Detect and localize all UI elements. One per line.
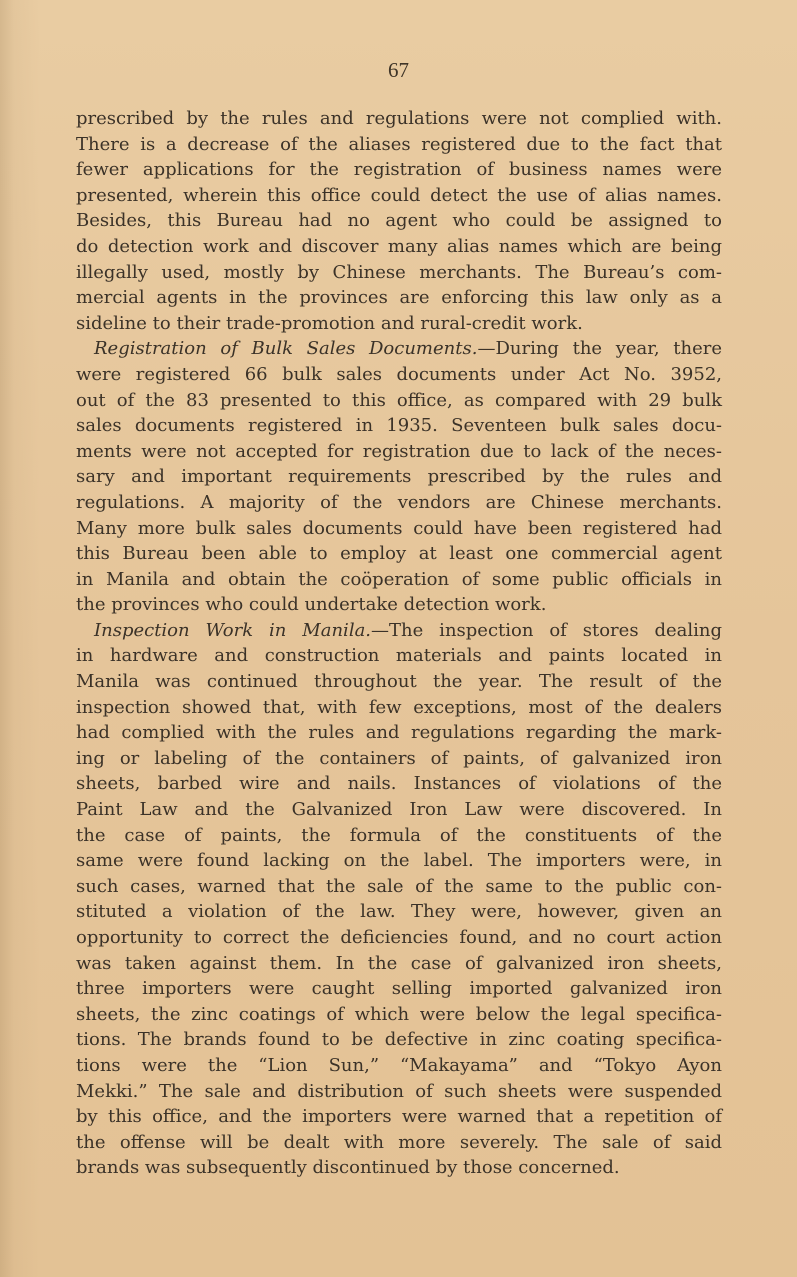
line-text: sales documents registered in 1935. Seventeen bulk sales docu- bbox=[76, 415, 722, 437]
text-line bbox=[76, 618, 722, 644]
text-line bbox=[76, 1027, 722, 1053]
line-text: were registered 66 bulk sales documents under Act No. 3952, bbox=[76, 363, 722, 385]
line-text: had complied with the rules and regulations regarding the mark- bbox=[76, 722, 722, 744]
line-text: opportunity to correct the deficiencies found, and no court action bbox=[76, 927, 722, 948]
line-text: out of the 83 presented to this office, as compared with 29 bulk bbox=[76, 389, 722, 411]
body-text bbox=[76, 106, 722, 1181]
text-line bbox=[76, 285, 722, 311]
line-text: sheets, barbed wire and nails. Instances of violations of the bbox=[76, 773, 722, 795]
text-line bbox=[76, 695, 722, 721]
text-line bbox=[76, 157, 722, 183]
text-line bbox=[76, 208, 722, 234]
text-line bbox=[76, 592, 722, 618]
line-text: sary and important requirements prescribed by the rules and bbox=[76, 466, 722, 488]
line-text: mercial agents in the provinces are enforcing this law only as a bbox=[76, 287, 722, 309]
line-text: tions. The brands found to be defective in zinc coating specifica- bbox=[76, 1029, 722, 1051]
line-text: stituted a violation of the law. They were, however, given an bbox=[76, 901, 722, 923]
text-line bbox=[76, 541, 722, 567]
line-text: sheets, the zinc coatings of which were below the legal specifica- bbox=[76, 1003, 722, 1025]
line-text: this Bureau been able to employ at least one commercial agent bbox=[76, 543, 722, 565]
text-line bbox=[76, 132, 722, 158]
text-line bbox=[76, 388, 722, 414]
text-line bbox=[76, 336, 722, 362]
text-line bbox=[76, 746, 722, 772]
line-text: Paint Law and the Galvanized Iron Law were discovered. In bbox=[76, 799, 722, 821]
text-line bbox=[76, 311, 722, 337]
line-text: sideline to their trade-promotion and rural-credit work. bbox=[76, 312, 583, 334]
text-line bbox=[76, 362, 722, 388]
line-text: fewer applications for the registration of business names were bbox=[76, 159, 722, 181]
line-text: brands was subsequently discontinued by those concerned. bbox=[76, 1157, 620, 1179]
text-line bbox=[76, 823, 722, 849]
line-text: tions were the “Lion Sun,” “Makayama” and “Tokyo Ayon bbox=[76, 1054, 722, 1076]
text-line bbox=[76, 899, 722, 925]
line-text: in Manila and obtain the coöperation of some public officials in bbox=[76, 568, 722, 590]
line-text: —The inspection of stores dealing bbox=[371, 619, 722, 641]
text-line bbox=[76, 567, 722, 593]
line-text: regulations. A majority of the vendors are Chinese merchants. bbox=[76, 491, 722, 513]
text-line bbox=[76, 439, 722, 465]
text-line bbox=[76, 848, 722, 874]
line-text: Mekki.” The sale and distribution of such sheets were suspended bbox=[76, 1080, 722, 1102]
line-text: in hardware and construction materials and paints located in bbox=[76, 645, 722, 667]
text-line bbox=[76, 669, 722, 695]
text-line bbox=[76, 951, 722, 977]
text-line bbox=[76, 1053, 722, 1079]
section-heading: Inspection Work in Manila. bbox=[94, 619, 372, 641]
line-text: same were found lacking on the label. The importers were, in bbox=[76, 850, 722, 872]
text-line bbox=[76, 516, 722, 542]
line-text: such cases, warned that the sale of the same to the public con- bbox=[76, 875, 722, 897]
text-line bbox=[76, 976, 722, 1002]
text-line bbox=[76, 720, 722, 746]
text-line bbox=[76, 771, 722, 797]
text-line bbox=[76, 183, 722, 209]
text-line bbox=[76, 490, 722, 516]
text-line bbox=[76, 1155, 722, 1181]
line-text: by this office, and the importers were warned that a repetition of bbox=[76, 1106, 722, 1128]
line-text: ing or labeling of the containers of paints, of galvanized iron bbox=[76, 747, 722, 769]
text-line bbox=[76, 874, 722, 900]
text-line bbox=[76, 797, 722, 823]
text-line bbox=[76, 413, 722, 439]
line-text: Many more bulk sales documents could have been registered had bbox=[76, 517, 722, 539]
line-text: three importers were caught selling imported galvanized iron bbox=[76, 978, 722, 1000]
line-text: presented, wherein this office could detect the use of alias names. bbox=[76, 184, 722, 206]
text-line bbox=[76, 643, 722, 669]
line-text: Besides, this Bureau had no agent who could be assigned to bbox=[76, 210, 722, 232]
text-line bbox=[76, 1079, 722, 1105]
text-line bbox=[76, 106, 722, 132]
line-text: —During the year, there bbox=[477, 338, 722, 360]
page-number: 67 bbox=[388, 58, 409, 82]
line-text: There is a decrease of the aliases registered due to the fact that bbox=[76, 133, 722, 155]
line-text: inspection showed that, with few exceptions, most of the dealers bbox=[76, 696, 722, 718]
line-text: do detection work and discover many alias names which are being bbox=[76, 235, 722, 257]
text-line bbox=[76, 925, 722, 951]
line-text: the offense will be dealt with more severely. The sale of said bbox=[76, 1131, 722, 1153]
text-line bbox=[76, 234, 722, 260]
section-heading: Registration of Bulk Sales Documents. bbox=[94, 338, 478, 360]
text-line bbox=[76, 1104, 722, 1130]
line-text: Manila was continued throughout the year. The result of the bbox=[76, 671, 722, 693]
line-text: illegally used, mostly by Chinese merchants. The Bureau’s com- bbox=[76, 261, 722, 283]
line-text: the case of paints, the formula of the constituents of the bbox=[76, 824, 722, 846]
line-text: was taken against them. In the case of galvanized iron sheets, bbox=[76, 952, 722, 974]
text-line bbox=[76, 260, 722, 286]
line-text: prescribed by the rules and regulations were not complied with. bbox=[76, 108, 722, 129]
text-line bbox=[76, 1130, 722, 1156]
line-text: ments were not accepted for registration due to lack of the neces- bbox=[76, 440, 722, 462]
text-line bbox=[76, 1002, 722, 1028]
text-line bbox=[76, 464, 722, 490]
line-text: the provinces who could undertake detection work. bbox=[76, 594, 547, 616]
